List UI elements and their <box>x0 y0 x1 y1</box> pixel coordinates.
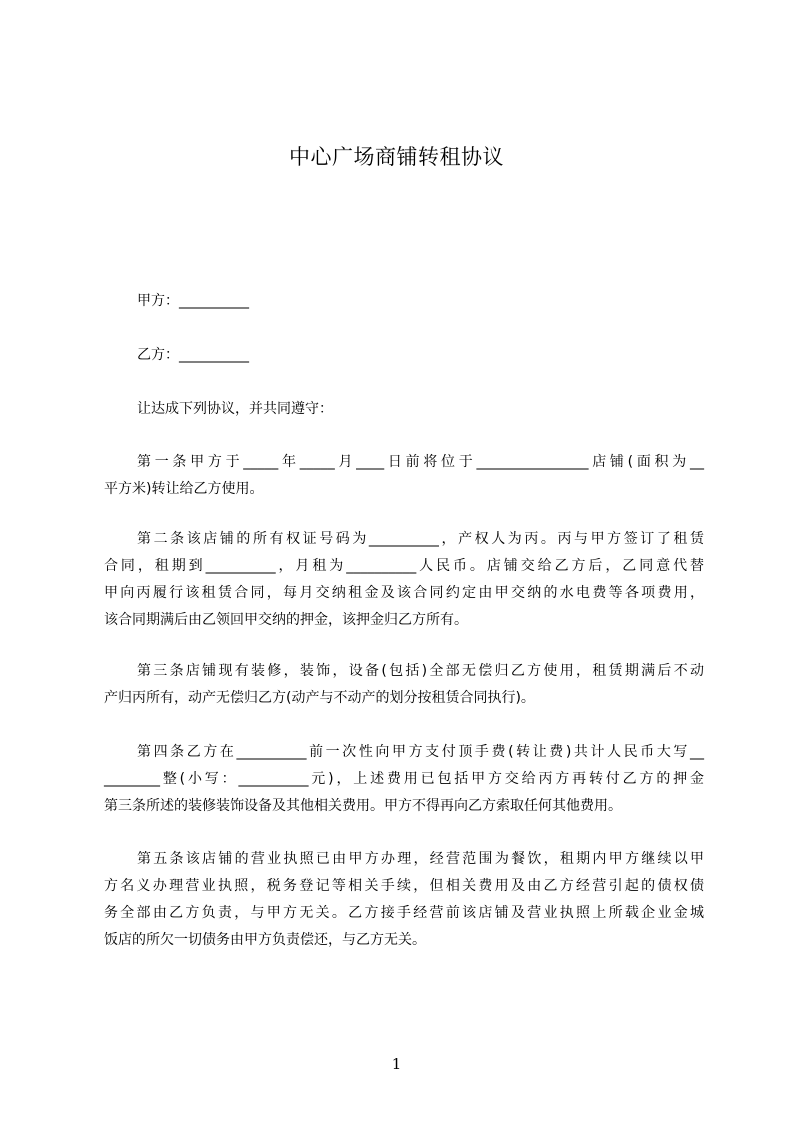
article-4-line-2: ________整(小写：__________元)，上述费用已包括甲方交给丙方再转付乙方的押金 <box>104 771 704 787</box>
article-2-line-2: 合同，租期到__________，月租为__________人民币。店铺交给乙方后，乙同意代替 <box>104 558 704 574</box>
article-4-line-3: 第三条所述的装修装饰设备及其他相关费用。甲方不得再向乙方索取任何其他费用。 <box>104 798 622 814</box>
article-1-line-2: 平方米)转让给乙方使用。 <box>104 481 264 497</box>
page-number: 1 <box>391 1055 402 1073</box>
article-3 <box>104 658 704 712</box>
article-2-line-1: 第二条该店铺的所有权证号码为__________，产权人为丙。丙与甲方签订了租赁 <box>137 531 704 547</box>
article-4 <box>104 739 704 820</box>
article-2-line-3: 甲向丙履行该租赁合同，每月交纳租金及该合同约定由甲交纳的水电费等各项费用， <box>104 585 704 601</box>
article-1 <box>104 449 704 503</box>
article-5-line-2: 方名义办理营业执照，税务登记等相关手续，但相关费用及由乙方经营引起的债权债 <box>104 878 704 894</box>
article-4-line-1: 第四条乙方在__________前一次性向甲方支付顶手费(转让费)共计人民币大写__ <box>137 744 704 760</box>
article-2 <box>104 526 704 634</box>
article-3-line-1: 第三条店铺现有装修，装饰，设备(包括)全部无偿归乙方使用，租赁期满后不动 <box>137 663 704 679</box>
document-title: 中心广场商铺转租协议 <box>289 145 504 169</box>
article-5 <box>104 846 704 954</box>
article-1-line-1: 第一条甲方于_____年_____月____日前将位于________________店铺(面积为__ <box>137 454 704 470</box>
intro-line: 让达成下列协议，并共同遵守： <box>137 401 333 417</box>
article-5-line-1: 第五条该店铺的营业执照已由甲方办理，经营范围为餐饮，租期内甲方继续以甲 <box>137 851 704 867</box>
party-b-line: 乙方：__________ <box>137 347 249 363</box>
article-3-line-2: 产归丙所有，动产无偿归乙方(动产与不动产的划分按租赁合同执行)。 <box>104 690 535 706</box>
article-2-line-4: 该合同期满后由乙领回甲交纳的押金，该押金归乙方所有。 <box>104 612 468 628</box>
article-5-line-3: 务全部由乙方负责，与甲方无关。乙方接手经营前该店铺及营业执照上所载企业金城 <box>104 905 704 921</box>
article-5-line-4: 饭店的所欠一切债务由甲方负责偿还，与乙方无关。 <box>104 932 426 948</box>
party-a-line: 甲方：__________ <box>137 293 249 309</box>
